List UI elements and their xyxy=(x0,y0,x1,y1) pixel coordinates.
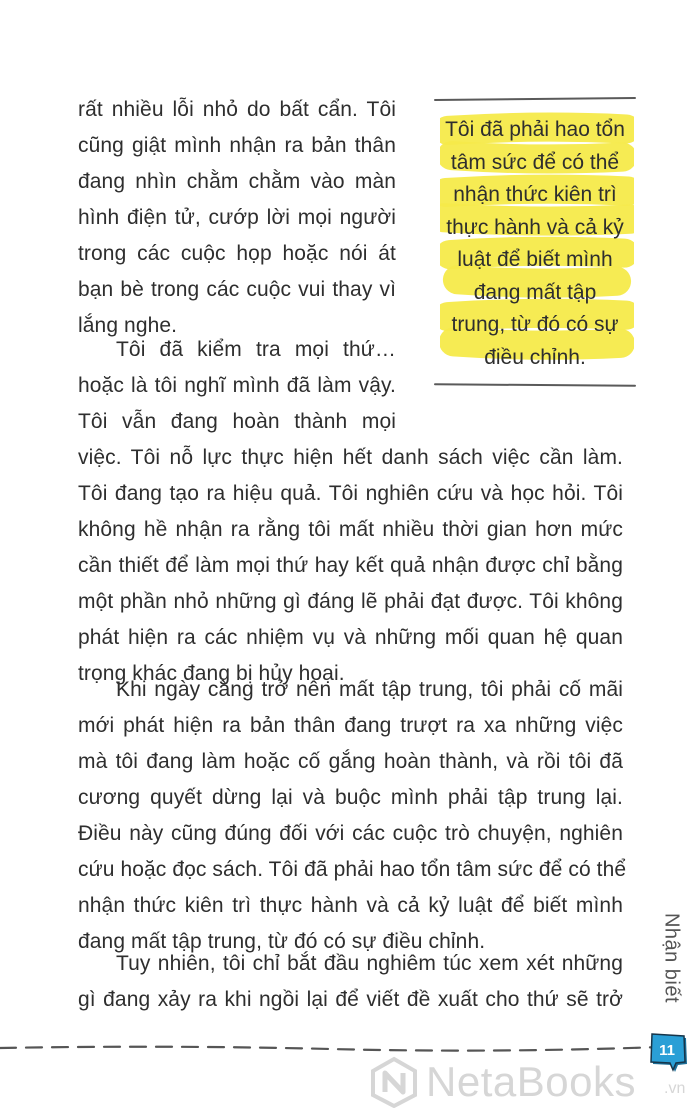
pull-quote-line: đang mất tập xyxy=(473,280,597,304)
paragraph-line: Tôi đang tạo ra hiệu quả. Tôi nghiên cứu và học hỏi. Tôi xyxy=(78,482,623,505)
pull-quote-line: luật để biết mình xyxy=(457,248,613,271)
paragraph-line: hình điện tử, cướp lời mọi người xyxy=(78,206,396,229)
paragraph-line: mới phát hiện ra bản thân đang trượt ra xa những việc xyxy=(78,714,623,737)
paragraph-line: Tôi vẫn đang hoàn thành mọi xyxy=(78,410,396,433)
paragraph-line: cứu hoặc đọc sách. Tôi đã phải hao tổn tâm sức để có thể xyxy=(78,858,627,881)
netabooks-logo-icon xyxy=(368,1056,420,1108)
paragraph-line: trọng khác đang bị hủy hoại. xyxy=(78,662,345,685)
paragraph-line: cần thiết để làm mọi thứ hay kết quả nhận được chỉ bằng xyxy=(78,554,623,577)
pull-quote-line: Tôi đã phải hao tổn xyxy=(445,118,625,141)
paragraph-3 xyxy=(78,672,627,960)
pull-quote-line: tâm sức để có thể xyxy=(450,150,620,174)
paragraph-line: Tôi đã kiểm tra mọi thứ… xyxy=(116,338,396,361)
paragraph-line: trong các cuộc họp hoặc nói át xyxy=(78,242,396,265)
paragraph-line: rất nhiều lỗi nhỏ do bất cẩn. Tôi xyxy=(78,98,396,121)
pull-quote-line: điều chỉnh. xyxy=(484,345,586,369)
paragraph-line: cũng giật mình nhận ra bản thân xyxy=(78,134,396,157)
paragraph-line: gì đang xảy ra khi ngồi lại để viết đề xuất cho thứ sẽ trở xyxy=(78,988,623,1011)
pull-quote-bottom-rule xyxy=(434,383,636,386)
chapter-side-label-text: Nhận biết xyxy=(660,912,683,1004)
pull-quote-line: thực hành và cả kỷ xyxy=(446,215,624,239)
paragraph-line: hoặc là tôi nghĩ mình đã làm vậy. xyxy=(78,374,396,397)
paragraph-line: việc. Tôi nỗ lực thực hiện hết danh sách việc cần làm. xyxy=(78,446,623,469)
watermark-brand: NetaBooks xyxy=(426,1058,636,1105)
paragraph-line: lắng nghe. xyxy=(78,314,178,337)
paragraph-line: Điều này cũng đúng đối với các cuộc trò chuyện, nghiên xyxy=(78,822,623,845)
chapter-side-label xyxy=(658,912,684,1004)
pull-quote xyxy=(430,96,640,388)
paragraph-line: bạn bè trong các cuộc vui thay vì xyxy=(78,278,396,301)
paragraph-line: không hề nhận ra rằng tôi mất nhiều thời gian hơn mức xyxy=(78,518,623,541)
page-number: 11 xyxy=(659,1042,675,1059)
pull-quote-text xyxy=(438,114,632,374)
paragraph-line: mà tôi đang làm hoặc cố gắng hoàn thành, và rồi tôi đã xyxy=(78,750,623,773)
paragraph-line: nhận thức kiên trì thực hành và cả kỷ luật để biết mình xyxy=(78,894,623,917)
pull-quote-top-rule xyxy=(434,97,636,101)
pull-quote-line: nhận thức kiên trì xyxy=(453,183,617,206)
pull-quote-line: trung, từ đó có sự xyxy=(451,313,619,336)
paragraph-line: phát hiện ra các nhiệm vụ và những mối quan hệ quan xyxy=(78,626,623,649)
paragraph-line: Tuy nhiên, tôi chỉ bắt đầu nghiêm túc xem xét những xyxy=(116,952,623,975)
paragraph-line: Khi ngày càng trở nên mất tập trung, tôi phải cố mãi xyxy=(116,678,623,701)
paragraph-4 xyxy=(78,946,623,1018)
watermark-tld: .vn xyxy=(664,1080,686,1097)
paragraph-1 xyxy=(78,92,396,344)
watermark xyxy=(368,1050,698,1114)
paragraph-line: cương quyết dừng lại và buộc mình phải tập trung lại. xyxy=(78,786,623,809)
paragraph-line: đang mất tập trung, từ đó có sự điều chỉnh. xyxy=(78,930,486,953)
paragraph-line: một phần nhỏ những gì đáng lẽ phải đạt được. Tôi không xyxy=(78,590,623,613)
paragraph-line: đang nhìn chằm chằm vào màn xyxy=(78,170,396,193)
